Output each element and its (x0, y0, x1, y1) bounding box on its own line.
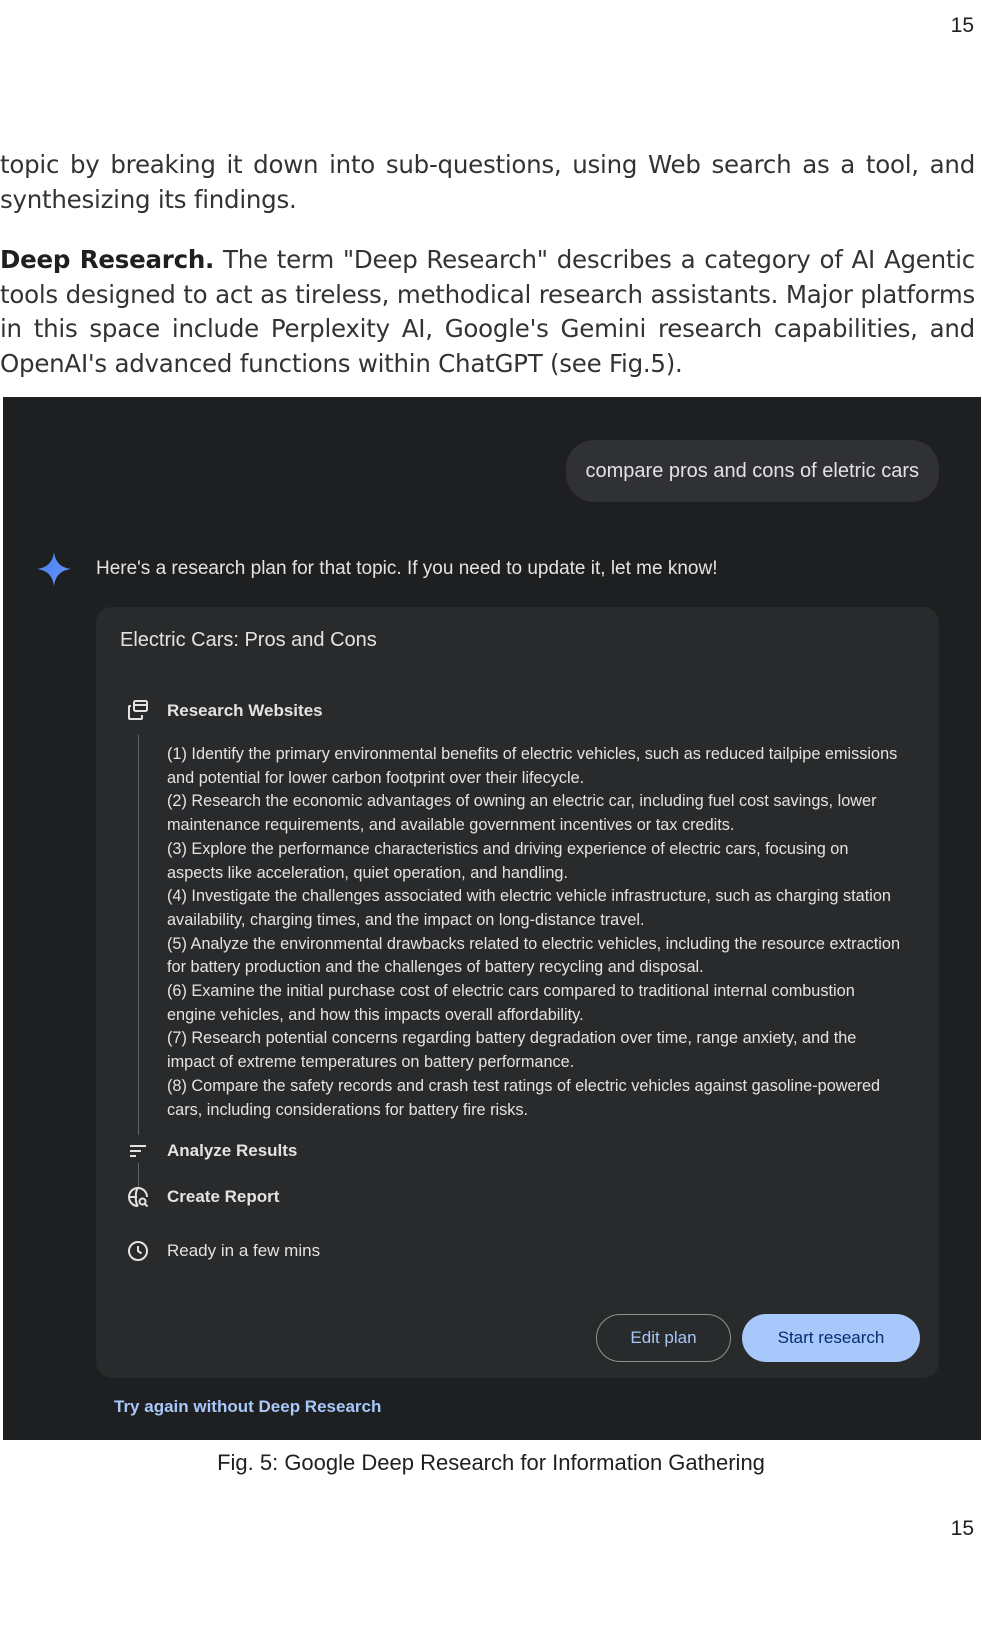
paragraph-lead: Deep Research. (0, 245, 215, 274)
list-item: (1) Identify the primary environmental benefits of electric vehicles, such as reduced tailpipe emissions and potential for lower carbon footprint over their lifecycle. (167, 745, 898, 787)
timeline-line (138, 735, 139, 1135)
list-item: (8) Compare the safety records and crash test ratings of electric vehicles against gasoline-powered cars, including considerations for battery fire risks. (167, 1076, 881, 1119)
user-message-bubble: compare pros and cons of eletric cars (566, 440, 940, 502)
page-number-bottom: 15 (950, 1517, 974, 1540)
list-item: (6) Examine the initial purchase cost of electric cars compared to traditional internal combustion engine vehicles, and how this impacts overall affordability. (167, 982, 855, 1024)
globe-search-icon (126, 1185, 150, 1209)
research-items-list (167, 743, 907, 1122)
list-item: (2) Research the economic advantages of owning an electric car, including fuel cost savings, lower maintenance requirements, and available government incentives or tax credits. (167, 792, 877, 835)
plan-title: Electric Cars: Pros and Cons (120, 629, 377, 651)
page-number-top: 15 (950, 14, 974, 37)
list-item: (5) Analyze the environmental drawbacks related to electric vehicles, including the resource extraction for battery production and the challenges of battery recycling and disposal. (167, 934, 901, 977)
edit-plan-button[interactable]: Edit plan (596, 1314, 731, 1362)
step-research-websites: Research Websites (167, 701, 323, 720)
figure-screenshot (3, 397, 981, 1440)
figure-caption: Fig. 5: Google Deep Research for Information Gathering (217, 1450, 765, 1475)
list-item: (3) Explore the performance characteristics and driving experience of electric cars, focusing on aspects like acceleration, quiet operation, and handling. (167, 839, 849, 882)
paragraph-continuation: topic by breaking it down into sub-questions, using Web search as a tool, and synthesizing its findings. (0, 150, 975, 214)
sort-lines-icon (126, 1139, 150, 1163)
list-item: (4) Investigate the challenges associated with electric vehicle infrastructure, such as charging station availability, charging times, and the impact on long-distance travel. (167, 887, 891, 929)
assistant-intro: Here's a research plan for that topic. If you need to update it, let me know! (96, 558, 718, 579)
step-analyze-results: Analyze Results (167, 1141, 298, 1160)
gemini-sparkle-icon (35, 550, 73, 588)
start-research-button[interactable]: Start research (742, 1314, 920, 1362)
try-again-link[interactable]: Try again without Deep Research (114, 1397, 382, 1416)
eta-label: Ready in a few mins (167, 1241, 321, 1260)
clock-icon (126, 1239, 150, 1263)
browser-windows-icon (126, 698, 150, 722)
list-item: (7) Research potential concerns regarding battery degradation over time, range anxiety, and the impact of extreme temperatures on battery performance. (167, 1029, 857, 1072)
paragraph-deep-research (0, 243, 975, 381)
paragraph-body: The term "Deep Research" describes a category of AI Agentic tools designed to act as tireless, methodical research assistants. Major platforms in this space include Perplexity AI, Google's Gemini research capabilities, and OpenAI's advanced functions within ChatGPT (see Fig.5). (0, 245, 975, 378)
step-create-report: Create Report (167, 1187, 280, 1206)
research-plan-card (96, 607, 939, 1378)
